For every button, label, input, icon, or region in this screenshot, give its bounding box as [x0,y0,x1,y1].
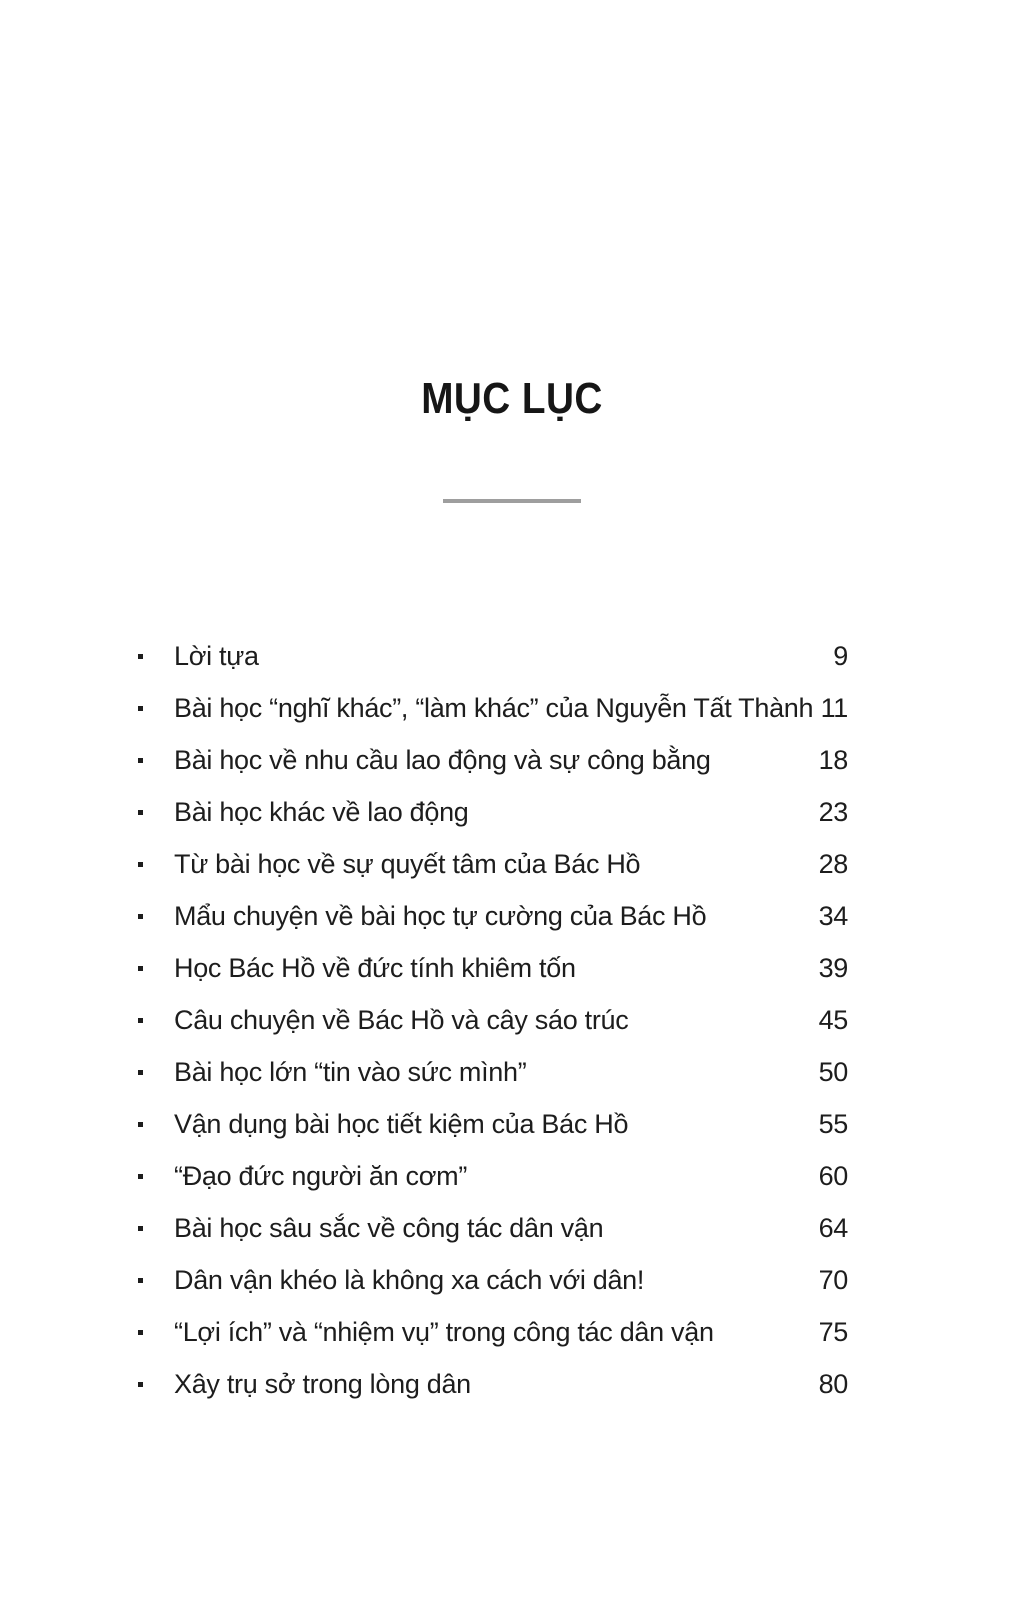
bullet-icon [138,1018,143,1023]
toc-entry [138,1046,848,1098]
toc-entry-title: Vận dụng bài học tiết kiệm của Bác Hồ [174,1108,629,1139]
toc-entry [138,1358,848,1410]
toc-entry-page: 75 [818,1316,848,1347]
bullet-icon [138,1382,143,1387]
bullet-icon [138,706,143,711]
toc-entry [138,838,848,890]
toc-entry-page: 55 [818,1108,848,1139]
toc-entry-title: Bài học khác về lao động [174,796,469,827]
toc-entry-page: 39 [818,952,848,983]
toc-entry-title: Lời tựa [174,640,259,671]
toc-entry-page: 45 [818,1004,848,1035]
toc-entry-title: Câu chuyện về Bác Hồ và cây sáo trúc [174,1004,629,1035]
page-title: MỤC LỤC [421,374,603,423]
toc-entry-page: 23 [818,796,848,827]
bullet-icon [138,654,143,659]
toc-entry [138,942,848,994]
title-divider [443,499,581,503]
bullet-icon [138,914,143,919]
toc-entry [138,1306,848,1358]
bullet-icon [138,1174,143,1179]
bullet-icon [138,810,143,815]
toc-entry-title: Từ bài học về sự quyết tâm của Bác Hồ [174,848,641,879]
toc-entry-page: 34 [818,900,848,931]
toc-entry-page: 9 [833,640,848,671]
bullet-icon [138,1122,143,1127]
toc-entry [138,630,848,682]
toc-entry [138,994,848,1046]
toc-entry [138,1254,848,1306]
toc-entry-title: “Lợi ích” và “nhiệm vụ” trong công tác dân vận [174,1316,714,1347]
toc-entry [138,786,848,838]
toc-entry-page: 80 [818,1368,848,1399]
bullet-icon [138,1070,143,1075]
toc-entry-page: 28 [818,848,848,879]
bullet-icon [138,1226,143,1231]
toc-entry-title: Bài học “nghĩ khác”, “làm khác” của Nguyễn Tất Thành [174,692,814,723]
toc-entry [138,890,848,942]
toc-entry [138,1098,848,1150]
bullet-icon [138,1330,143,1335]
toc-entry-title: Học Bác Hồ về đức tính khiêm tốn [174,952,576,983]
table-of-contents [138,630,848,1410]
bullet-icon [138,862,143,867]
toc-entry-page: 70 [818,1264,848,1295]
bullet-icon [138,966,143,971]
toc-entry-title: Mẩu chuyện về bài học tự cường của Bác Hồ [174,900,707,931]
bullet-icon [138,758,143,763]
toc-entry [138,1150,848,1202]
toc-entry [138,682,848,734]
toc-entry [138,734,848,786]
toc-entry-title: Bài học sâu sắc về công tác dân vận [174,1212,604,1243]
toc-entry-page: 11 [820,692,848,723]
toc-entry-title: Xây trụ sở trong lòng dân [174,1368,471,1399]
bullet-icon [138,1278,143,1283]
toc-entry-title: “Đạo đức người ăn cơm” [174,1160,468,1191]
toc-entry-title: Dân vận khéo là không xa cách với dân! [174,1264,645,1295]
toc-entry-title: Bài học lớn “tin vào sức mình” [174,1056,527,1087]
toc-entry-page: 64 [818,1212,848,1243]
toc-entry-page: 50 [818,1056,848,1087]
toc-entry-page: 60 [818,1160,848,1191]
toc-entry [138,1202,848,1254]
toc-entry-title: Bài học về nhu cầu lao động và sự công bằng [174,744,711,775]
toc-entry-page: 18 [818,744,848,775]
